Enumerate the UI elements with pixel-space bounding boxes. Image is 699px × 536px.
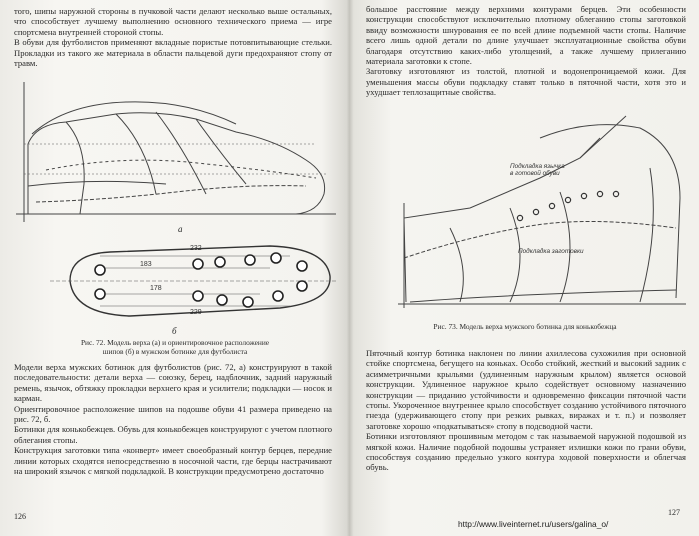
figure-72b-sole-spikes <box>40 236 340 326</box>
right-bottom-paragraph: Пяточный контур ботинка наклонен по линии ахиллесова сухожилия при основной стойке спортсмена, бегущего на коньках. Особо стойкий, жесткий и высокий задник с асимметричными крыльями (удлиненным наружным крылом) является основой конструкции. Удлиненное наружное крыло содействует основному назначению конструкции — приданию устойчивости и одновременно фиксации пяточной части стопы. Укороченное внутреннее крыло способствует созданию устойчивого пяточного гнезда (удерживающего стопу при резких рывках, виражах и т. п.) и позволяет заготовке хорошо «подкатываться» стопу в подсводной части. Ботинки изготовляют прошивным методом с так называемой наружной подошвой из мягкой кожи. Наличие подобной подошвы устраняет излишки кожи по грани обуви, способствуя созданию предельно узкого контура ходовой поверхности и облегчая обувь. <box>366 348 686 473</box>
fig73-note-tongue: Подкладка язычка в готовой обуви <box>510 163 565 177</box>
left-bottom-paragraph: Модели верха мужских ботинок для футболистов (рис. 72, а) конструируют в такой последовательности: детали верха — союзку, берец, надблочник, задний наружный ремень, язычок, обтяжку прокладки верхнего края и усилители; подкладки — носок и карман. Ориентировочное расположение шипов на подошве обуви 41 размера приведено на рис. 72, б. Ботинки для конькобежцев. Обувь для конькобежцев конструируют с учетом плотного облегания стопы. Конструкция заготовки типа «конверт» имеет своеобразный контур берцев, передние линии которых сходятся непосредственно в носочной части, где берцы настрачивают на широкий язычок с мягкой подкладкой. В конструкции предусмотрено достаточно <box>14 362 332 477</box>
page-number-left: 126 <box>14 512 26 521</box>
figure-72b-label: б <box>172 326 177 336</box>
figure-73-skate-boot-pattern <box>390 108 690 313</box>
watermark-url[interactable]: http://www.liveinternet.ru/users/galina_o/ <box>458 519 609 529</box>
page-number-right: 127 <box>668 508 680 517</box>
left-page <box>0 0 348 536</box>
figure-72-caption: Рис. 72. Модель верха (а) и ориентировочное расположение шипов (б) в мужском ботинке для футболиста <box>80 338 270 356</box>
figure-73-caption: Рис. 73. Модель верха мужского ботинка для конькобежца <box>433 322 617 331</box>
sole-dim-1: 232 <box>190 245 202 252</box>
fig73-note-lining: Подкладка заготовки <box>518 248 584 255</box>
left-top-paragraph: того, шипы наружной стороны в пучковой части делают несколько выше остальных, что способствует лучшему выполнению основного технического приема — игре спортсмена внутренней стороной стопы. В обуви для футболистов применяют вкладные пористые потовпитывающие стельки. Прокладки из такого же материала в области пальцевой дуги предохраняют стопу от травм. <box>14 6 332 69</box>
figure-72a-shoe-upper-pattern <box>6 74 346 234</box>
right-page <box>350 0 699 536</box>
figure-72a-label: а <box>178 224 183 234</box>
sole-dim-3: 178 <box>150 285 162 292</box>
sole-dim-2: 183 <box>140 261 152 268</box>
sole-dim-4: 229 <box>190 309 202 316</box>
right-top-paragraph: большое расстояние между верхними контурами берцев. Эти особенности конструкции способствуют исключительно плотному облеганию стопы заготовкой ввиду возможности шнурования ее по всей длине подъемной части стопы. Наличие всего лишь одной детали по длине улучшает эксплуатационные свойства обуви благодаря отсутствию каких-либо утолщений, а также лучшему прилеганию материала заготовки к стопе. Заготовку изготовляют из толстой, плотной и водонепроницаемой кожи. Для уменьшения массы обуви подкладку ставят только в пяточной части, хотя это и ухудшает теплозащитные свойства. <box>366 4 686 98</box>
